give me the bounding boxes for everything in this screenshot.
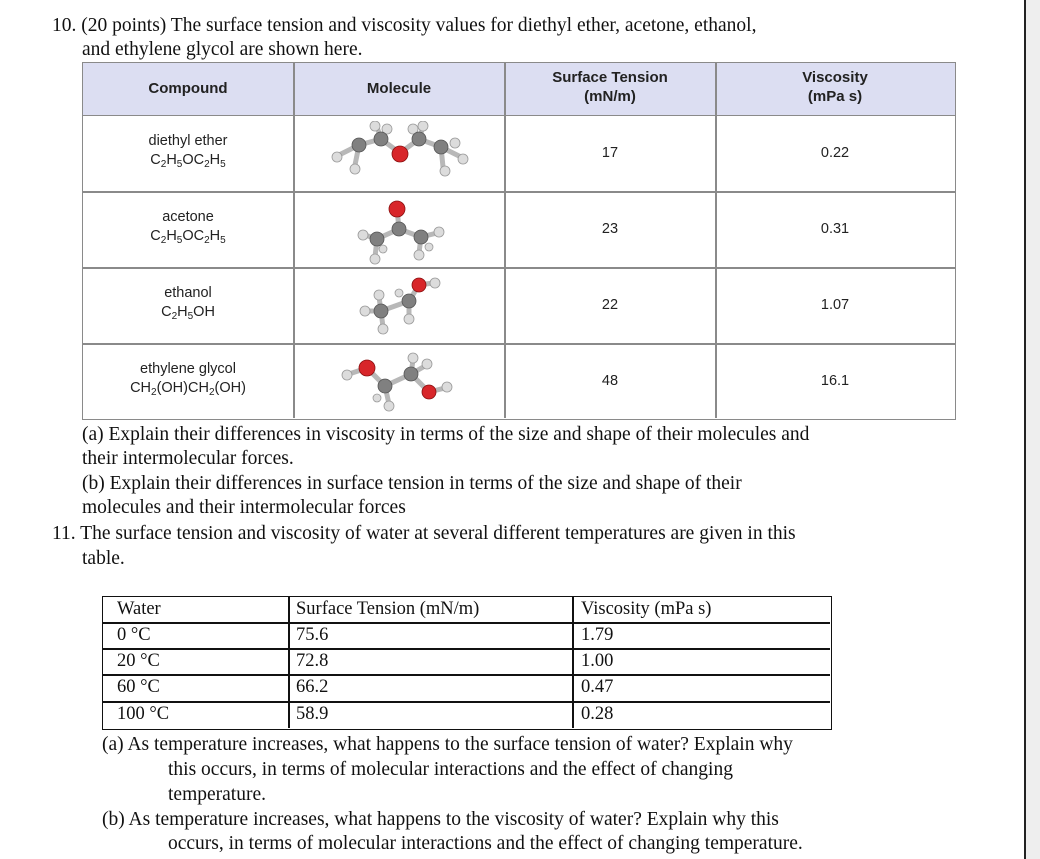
q11-part-a-line1: (a) As temperature increases, what happens to the surface tension of water? Explain why bbox=[102, 734, 793, 755]
compound-cell bbox=[83, 132, 293, 170]
header-compound: Compound bbox=[148, 80, 228, 97]
q11-part-b-line1: (b) As temperature increases, what happens to the viscosity of water? Explain why this bbox=[102, 809, 779, 830]
water-viscosity: 1.00 bbox=[581, 651, 614, 671]
right-scrollbar-edge bbox=[1024, 0, 1040, 859]
surface-tension-value: 23 bbox=[601, 221, 619, 237]
water-surface-tension: 75.6 bbox=[296, 625, 329, 645]
compound-table bbox=[82, 62, 956, 420]
header-viscosity: Viscosity (mPa s) bbox=[802, 69, 868, 105]
compound-formula: $C_2H_5OH$ bbox=[161, 304, 215, 322]
q11-part-b-line2: occurs, in terms of molecular interactions and the effect of changing temperature. bbox=[168, 833, 803, 854]
water-header-viscosity: Viscosity (mPa s) bbox=[581, 599, 712, 619]
compound-formula: $CH_2(OH)CH_2(OH)$ bbox=[130, 380, 246, 398]
viscosity-value: 0.22 bbox=[820, 145, 850, 161]
water-header-water: Water bbox=[117, 599, 161, 619]
q10-part-b-line1: (b) Explain their differences in surface tension in terms of the size and shape of their bbox=[82, 473, 742, 494]
surface-tension-value: 22 bbox=[601, 297, 619, 313]
surface-tension-value: 17 bbox=[601, 145, 619, 161]
water-viscosity: 0.47 bbox=[581, 677, 614, 697]
water-header-surface-tension: Surface Tension (mN/m) bbox=[296, 599, 480, 619]
compound-cell bbox=[83, 360, 293, 398]
q10-part-a-line1: (a) Explain their differences in viscosity in terms of the size and shape of their molecules and bbox=[82, 424, 810, 445]
water-surface-tension: 58.9 bbox=[296, 704, 329, 724]
water-surface-tension: 66.2 bbox=[296, 677, 329, 697]
acetone-molecule-icon bbox=[355, 199, 445, 265]
surface-tension-value: 48 bbox=[601, 373, 619, 389]
viscosity-value: 16.1 bbox=[820, 373, 850, 389]
q11-line1: 11. The surface tension and viscosity of water at several different temperatures are given in this bbox=[52, 523, 796, 544]
compound-name: acetone bbox=[162, 209, 214, 225]
water-temp: 0 °C bbox=[117, 625, 151, 645]
water-temp: 100 °C bbox=[117, 704, 170, 724]
compound-name: ethylene glycol bbox=[140, 361, 236, 377]
compound-cell bbox=[83, 284, 293, 322]
water-temp: 20 °C bbox=[117, 651, 160, 671]
q11-line2: table. bbox=[82, 548, 125, 569]
q10-line2: and ethylene glycol are shown here. bbox=[82, 39, 363, 60]
header-surface-tension: Surface Tension (mN/m) bbox=[552, 69, 668, 105]
water-temp: 60 °C bbox=[117, 677, 160, 697]
compound-cell bbox=[83, 208, 293, 246]
water-viscosity: 1.79 bbox=[581, 625, 614, 645]
water-viscosity: 0.28 bbox=[581, 704, 614, 724]
q10-part-b-line2: molecules and their intermolecular forces bbox=[82, 497, 406, 518]
ethylene-glycol-molecule-icon bbox=[341, 350, 459, 416]
q10-line1: 10. (20 points) The surface tension and viscosity values for diethyl ether, acetone, ethanol, bbox=[52, 15, 757, 36]
viscosity-value: 1.07 bbox=[820, 297, 850, 313]
header-molecule: Molecule bbox=[366, 80, 432, 97]
q11-part-a-line3: temperature. bbox=[168, 784, 266, 805]
q11-part-a-line2: this occurs, in terms of molecular interactions and the effect of changing bbox=[168, 759, 733, 780]
q10-part-a-line2: their intermolecular forces. bbox=[82, 448, 294, 469]
compound-formula: $C_2H_5OC_2H_5$ bbox=[150, 152, 226, 170]
compound-name: ethanol bbox=[164, 285, 212, 301]
ethanol-molecule-icon bbox=[359, 275, 441, 337]
viscosity-value: 0.31 bbox=[820, 221, 850, 237]
water-table bbox=[102, 596, 832, 730]
compound-formula: $C_2H_5OC_2H_5$ bbox=[150, 228, 226, 246]
compound-name: diethyl ether bbox=[148, 133, 228, 149]
diethyl-ether-molecule-icon bbox=[327, 121, 473, 187]
water-surface-tension: 72.8 bbox=[296, 651, 329, 671]
